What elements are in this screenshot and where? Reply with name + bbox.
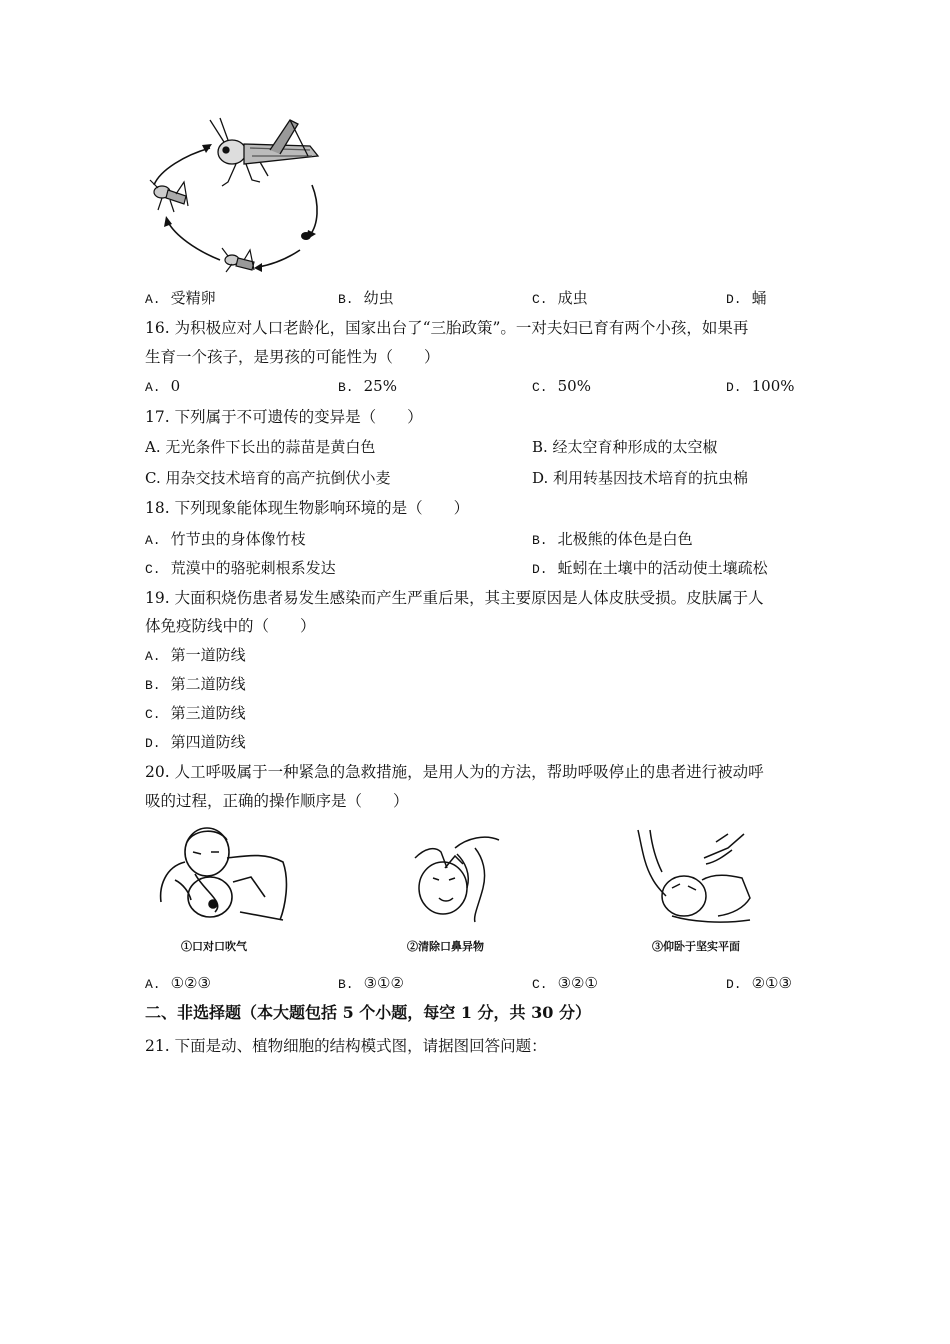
q16-stem-line1: 16. 为积极应对人口老龄化，国家出台了“三胎政策”。一对夫妇已育有两个小孩，如果再 <box>145 319 749 337</box>
q20-stem-line1: 20. 人工呼吸属于一种紧急的急救措施，是用人为的方法，帮助呼吸停止的患者进行被动呼 <box>145 763 764 781</box>
grasshopper-life-cycle-figure <box>140 110 340 280</box>
q20-option-a[interactable]: A. ①②③ <box>145 974 211 992</box>
q20-option-d[interactable]: D. ②①③ <box>726 974 792 992</box>
q20-stem-line2: 吸的过程，正确的操作顺序是（ ） <box>145 792 409 810</box>
q17-option-b[interactable]: B. 经太空育种形成的太空椒 <box>532 438 718 456</box>
q18-option-a[interactable]: A. 竹节虫的身体像竹枝 <box>145 530 306 548</box>
q20-caption-1: ①口对口吹气 <box>181 940 247 953</box>
q15-option-c[interactable]: C. 成虫 <box>532 289 588 307</box>
q15-option-b[interactable]: B. 幼虫 <box>338 289 394 307</box>
q16-option-c[interactable]: C. 50% <box>532 377 591 395</box>
q21-stem: 21. 下面是动、植物细胞的结构模式图，请据图回答问题： <box>145 1037 547 1055</box>
mouth-to-mouth-figure <box>155 822 295 927</box>
q19-option-c[interactable]: C. 第三道防线 <box>145 704 246 722</box>
q18-option-b[interactable]: B. 北极熊的体色是白色 <box>532 530 693 548</box>
q15-option-a[interactable]: A. 受精卵 <box>145 289 216 307</box>
q17-stem: 17. 下列属于不可遗传的变异是（ ） <box>145 408 423 426</box>
section2-heading: 二、非选择题（本大题包括 5 个小题，每空 1 分，共 30 分） <box>145 1003 591 1022</box>
q19-stem-line2: 体免疫防线中的（ ） <box>145 617 316 635</box>
q16-option-a[interactable]: A. 0 <box>145 377 181 395</box>
q19-option-a[interactable]: A. 第一道防线 <box>145 646 246 664</box>
q17-option-d[interactable]: D. 利用转基因技术培育的抗虫棉 <box>532 469 749 487</box>
q16-option-d[interactable]: D. 100% <box>726 377 795 395</box>
q19-option-d[interactable]: D. 第四道防线 <box>145 733 246 751</box>
clear-airway-figure <box>405 828 505 923</box>
q19-option-b[interactable]: B. 第二道防线 <box>145 675 246 693</box>
egg-icon <box>301 232 311 240</box>
q19-stem-line1: 19. 大面积烧伤患者易发生感染而产生严重后果，其主要原因是人体皮肤受损。皮肤属于人 <box>145 589 764 607</box>
q20-option-b[interactable]: B. ③①② <box>338 974 404 992</box>
small-nymph-icon <box>222 248 254 272</box>
q17-option-c[interactable]: C. 用杂交技术培育的高产抗倒伏小麦 <box>145 469 391 487</box>
q17-option-a[interactable]: A. 无光条件下长出的蒜苗是黄白色 <box>145 438 376 456</box>
q20-option-c[interactable]: C. ③②① <box>532 974 598 992</box>
q16-option-b[interactable]: B. 25% <box>338 377 397 395</box>
q18-stem: 18. 下列现象能体现生物影响环境的是（ ） <box>145 499 470 517</box>
nymph-icon <box>150 180 188 212</box>
q20-caption-2: ②清除口鼻异物 <box>407 940 484 953</box>
q15-option-d[interactable]: D. 蛹 <box>726 289 767 307</box>
q16-stem-line2: 生育一个孩子，是男孩的可能性为（ ） <box>145 348 440 366</box>
q20-caption-3: ③仰卧于坚实平面 <box>652 940 740 953</box>
supine-position-figure <box>632 828 757 928</box>
q18-option-c[interactable]: C. 荒漠中的骆驼刺根系发达 <box>145 559 336 577</box>
q18-option-d[interactable]: D. 蚯蚓在土壤中的活动使土壤疏松 <box>532 559 768 577</box>
adult-grasshopper-icon <box>210 118 318 186</box>
